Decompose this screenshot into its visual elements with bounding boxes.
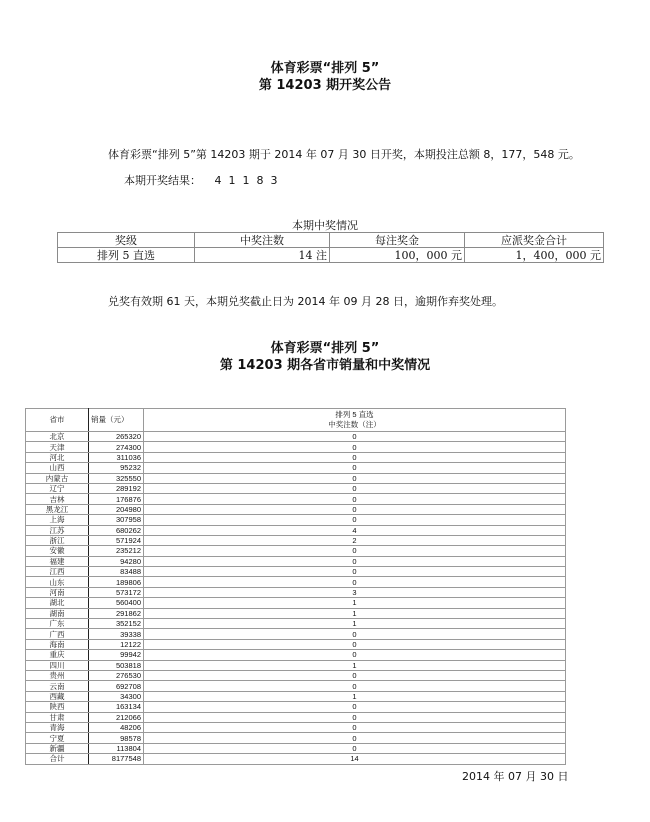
province-wins: 1 xyxy=(144,691,566,701)
province-name: 天津 xyxy=(26,442,89,452)
province-title-line2: 第 14203 期各省市销量和中奖情况 xyxy=(219,358,431,373)
province-wins: 0 xyxy=(144,432,566,442)
province-row xyxy=(26,743,566,753)
province-wins: 0 xyxy=(144,515,566,525)
province-wins: 0 xyxy=(144,650,566,660)
header-province: 省市 xyxy=(26,409,89,432)
announcement-title xyxy=(0,60,650,94)
province-wins: 0 xyxy=(144,494,566,504)
province-sales: 291862 xyxy=(89,608,144,618)
province-name: 山西 xyxy=(26,463,89,473)
prize-table-row xyxy=(58,248,604,263)
province-sales: 34300 xyxy=(89,691,144,701)
province-row xyxy=(26,494,566,504)
province-sales: 189806 xyxy=(89,577,144,587)
header-wins xyxy=(144,409,566,432)
province-name: 西藏 xyxy=(26,691,89,701)
province-sales: 113804 xyxy=(89,743,144,753)
result-digit: 1 xyxy=(228,174,236,187)
province-row xyxy=(26,483,566,493)
province-name: 贵州 xyxy=(26,670,89,680)
province-row xyxy=(26,670,566,680)
province-name: 河北 xyxy=(26,452,89,462)
province-row xyxy=(26,473,566,483)
province-name: 青海 xyxy=(26,722,89,732)
province-row xyxy=(26,629,566,639)
province-name: 北京 xyxy=(26,432,89,442)
province-name: 合计 xyxy=(26,754,89,764)
province-row xyxy=(26,567,566,577)
province-row xyxy=(26,452,566,462)
province-row xyxy=(26,660,566,670)
province-name: 黑龙江 xyxy=(26,504,89,514)
prize-table-caption: 本期中奖情况 xyxy=(292,219,358,232)
province-sales: 12122 xyxy=(89,639,144,649)
province-wins: 1 xyxy=(144,598,566,608)
province-wins: 0 xyxy=(144,442,566,452)
province-name: 浙江 xyxy=(26,535,89,545)
province-wins: 0 xyxy=(144,639,566,649)
province-name: 重庆 xyxy=(26,650,89,660)
province-row xyxy=(26,639,566,649)
province-sales: 680262 xyxy=(89,525,144,535)
province-sales: 95232 xyxy=(89,463,144,473)
province-name: 福建 xyxy=(26,556,89,566)
province-wins: 0 xyxy=(144,702,566,712)
province-row xyxy=(26,691,566,701)
result-digit: 1 xyxy=(242,174,250,187)
province-wins: 4 xyxy=(144,525,566,535)
province-sales: 503818 xyxy=(89,660,144,670)
province-sales: 289192 xyxy=(89,483,144,493)
province-sales: 311036 xyxy=(89,452,144,462)
province-sales: 274300 xyxy=(89,442,144,452)
province-sales: 307958 xyxy=(89,515,144,525)
province-name: 甘肃 xyxy=(26,712,89,722)
validity-note: 兑奖有效期 61 天，本期兑奖截止日为 2014 年 09 月 28 日，逾期作弃奖处理。 xyxy=(108,295,503,308)
province-row xyxy=(26,577,566,587)
prize-table xyxy=(57,232,604,263)
header-sales: 销量（元） xyxy=(89,409,144,432)
province-sales: 265320 xyxy=(89,432,144,442)
province-row xyxy=(26,442,566,452)
province-wins: 1 xyxy=(144,619,566,629)
announcement-title-line2: 第 14203 期开奖公告 xyxy=(258,78,392,93)
province-row xyxy=(26,432,566,442)
province-row xyxy=(26,535,566,545)
province-name: 河南 xyxy=(26,587,89,597)
province-wins: 0 xyxy=(144,463,566,473)
result-digits xyxy=(215,174,285,187)
province-row xyxy=(26,587,566,597)
province-sales: 212066 xyxy=(89,712,144,722)
province-name: 新疆 xyxy=(26,743,89,753)
province-name: 海南 xyxy=(26,639,89,649)
province-wins: 3 xyxy=(144,587,566,597)
province-wins: 1 xyxy=(144,660,566,670)
province-row xyxy=(26,525,566,535)
footer-date: 2014 年 07 月 30 日 xyxy=(462,770,569,783)
province-name: 宁夏 xyxy=(26,733,89,743)
province-row xyxy=(26,504,566,514)
province-name: 江苏 xyxy=(26,525,89,535)
province-wins: 0 xyxy=(144,567,566,577)
province-name: 吉林 xyxy=(26,494,89,504)
province-wins: 0 xyxy=(144,577,566,587)
province-sales: 235212 xyxy=(89,546,144,556)
prize-winners: 14 注 xyxy=(195,248,330,263)
province-wins: 0 xyxy=(144,473,566,483)
province-wins: 0 xyxy=(144,556,566,566)
header-winners: 中奖注数 xyxy=(195,233,330,248)
announcement-title-line1: 体育彩票“排列 5” xyxy=(270,61,380,76)
prize-per-bet: 100，000 元 xyxy=(330,248,465,263)
province-row xyxy=(26,608,566,618)
province-sales: 163134 xyxy=(89,702,144,712)
province-row xyxy=(26,463,566,473)
province-name: 云南 xyxy=(26,681,89,691)
header-total: 应派奖金合计 xyxy=(465,233,604,248)
province-sales: 48206 xyxy=(89,722,144,732)
province-wins: 0 xyxy=(144,733,566,743)
province-row xyxy=(26,722,566,732)
province-table-header xyxy=(26,409,566,432)
province-wins: 2 xyxy=(144,535,566,545)
province-wins: 0 xyxy=(144,722,566,732)
header-prize-per: 每注奖金 xyxy=(330,233,465,248)
province-row xyxy=(26,619,566,629)
province-sales: 571924 xyxy=(89,535,144,545)
prize-table-header xyxy=(58,233,604,248)
province-row xyxy=(26,754,566,764)
header-wins-line2: 中奖注数（注） xyxy=(328,420,381,429)
province-row xyxy=(26,546,566,556)
province-name: 湖北 xyxy=(26,598,89,608)
province-sales: 276530 xyxy=(89,670,144,680)
province-title-line1: 体育彩票“排列 5” xyxy=(270,341,380,356)
province-name: 广西 xyxy=(26,629,89,639)
province-row xyxy=(26,712,566,722)
province-sales: 83488 xyxy=(89,567,144,577)
province-name: 辽宁 xyxy=(26,483,89,493)
province-sales: 560400 xyxy=(89,598,144,608)
province-name: 陕西 xyxy=(26,702,89,712)
province-sales: 204980 xyxy=(89,504,144,514)
province-wins: 0 xyxy=(144,670,566,680)
province-name: 内蒙古 xyxy=(26,473,89,483)
province-row xyxy=(26,650,566,660)
province-sales: 39338 xyxy=(89,629,144,639)
province-name: 广东 xyxy=(26,619,89,629)
province-wins: 0 xyxy=(144,504,566,514)
province-row xyxy=(26,598,566,608)
prize-level: 排列 5 直选 xyxy=(58,248,195,263)
province-name: 山东 xyxy=(26,577,89,587)
province-wins: 0 xyxy=(144,546,566,556)
province-sales: 99942 xyxy=(89,650,144,660)
intro-paragraph: 体育彩票“排列 5”第 14203 期于 2014 年 07 月 30 日开奖，本期投注总额 8，177，548 元。 xyxy=(108,148,580,161)
province-wins: 0 xyxy=(144,483,566,493)
province-row xyxy=(26,733,566,743)
province-sales: 176876 xyxy=(89,494,144,504)
province-table-body xyxy=(26,432,566,765)
province-sales: 8177548 xyxy=(89,754,144,764)
province-section-title xyxy=(0,340,650,374)
province-wins: 0 xyxy=(144,452,566,462)
province-wins: 0 xyxy=(144,629,566,639)
province-row xyxy=(26,681,566,691)
province-sales: 98578 xyxy=(89,733,144,743)
province-sales: 352152 xyxy=(89,619,144,629)
province-sales: 573172 xyxy=(89,587,144,597)
province-table xyxy=(25,408,566,765)
province-name: 四川 xyxy=(26,660,89,670)
province-wins: 0 xyxy=(144,712,566,722)
result-digit: 4 xyxy=(214,174,222,187)
province-wins: 14 xyxy=(144,754,566,764)
header-wins-line1: 排列 5 直选 xyxy=(335,410,374,419)
prize-total: 1，400，000 元 xyxy=(465,248,604,263)
result-digit: 3 xyxy=(270,174,278,187)
province-name: 安徽 xyxy=(26,546,89,556)
province-sales: 325550 xyxy=(89,473,144,483)
province-wins: 1 xyxy=(144,608,566,618)
province-sales: 94280 xyxy=(89,556,144,566)
province-row xyxy=(26,515,566,525)
province-sales: 692708 xyxy=(89,681,144,691)
province-row xyxy=(26,702,566,712)
result-digit: 8 xyxy=(256,174,264,187)
result-line xyxy=(124,174,285,188)
province-wins: 0 xyxy=(144,681,566,691)
province-name: 湖南 xyxy=(26,608,89,618)
province-name: 上海 xyxy=(26,515,89,525)
result-label: 本期开奖结果： xyxy=(124,174,201,187)
header-level: 奖级 xyxy=(58,233,195,248)
province-name: 江西 xyxy=(26,567,89,577)
province-wins: 0 xyxy=(144,743,566,753)
province-row xyxy=(26,556,566,566)
